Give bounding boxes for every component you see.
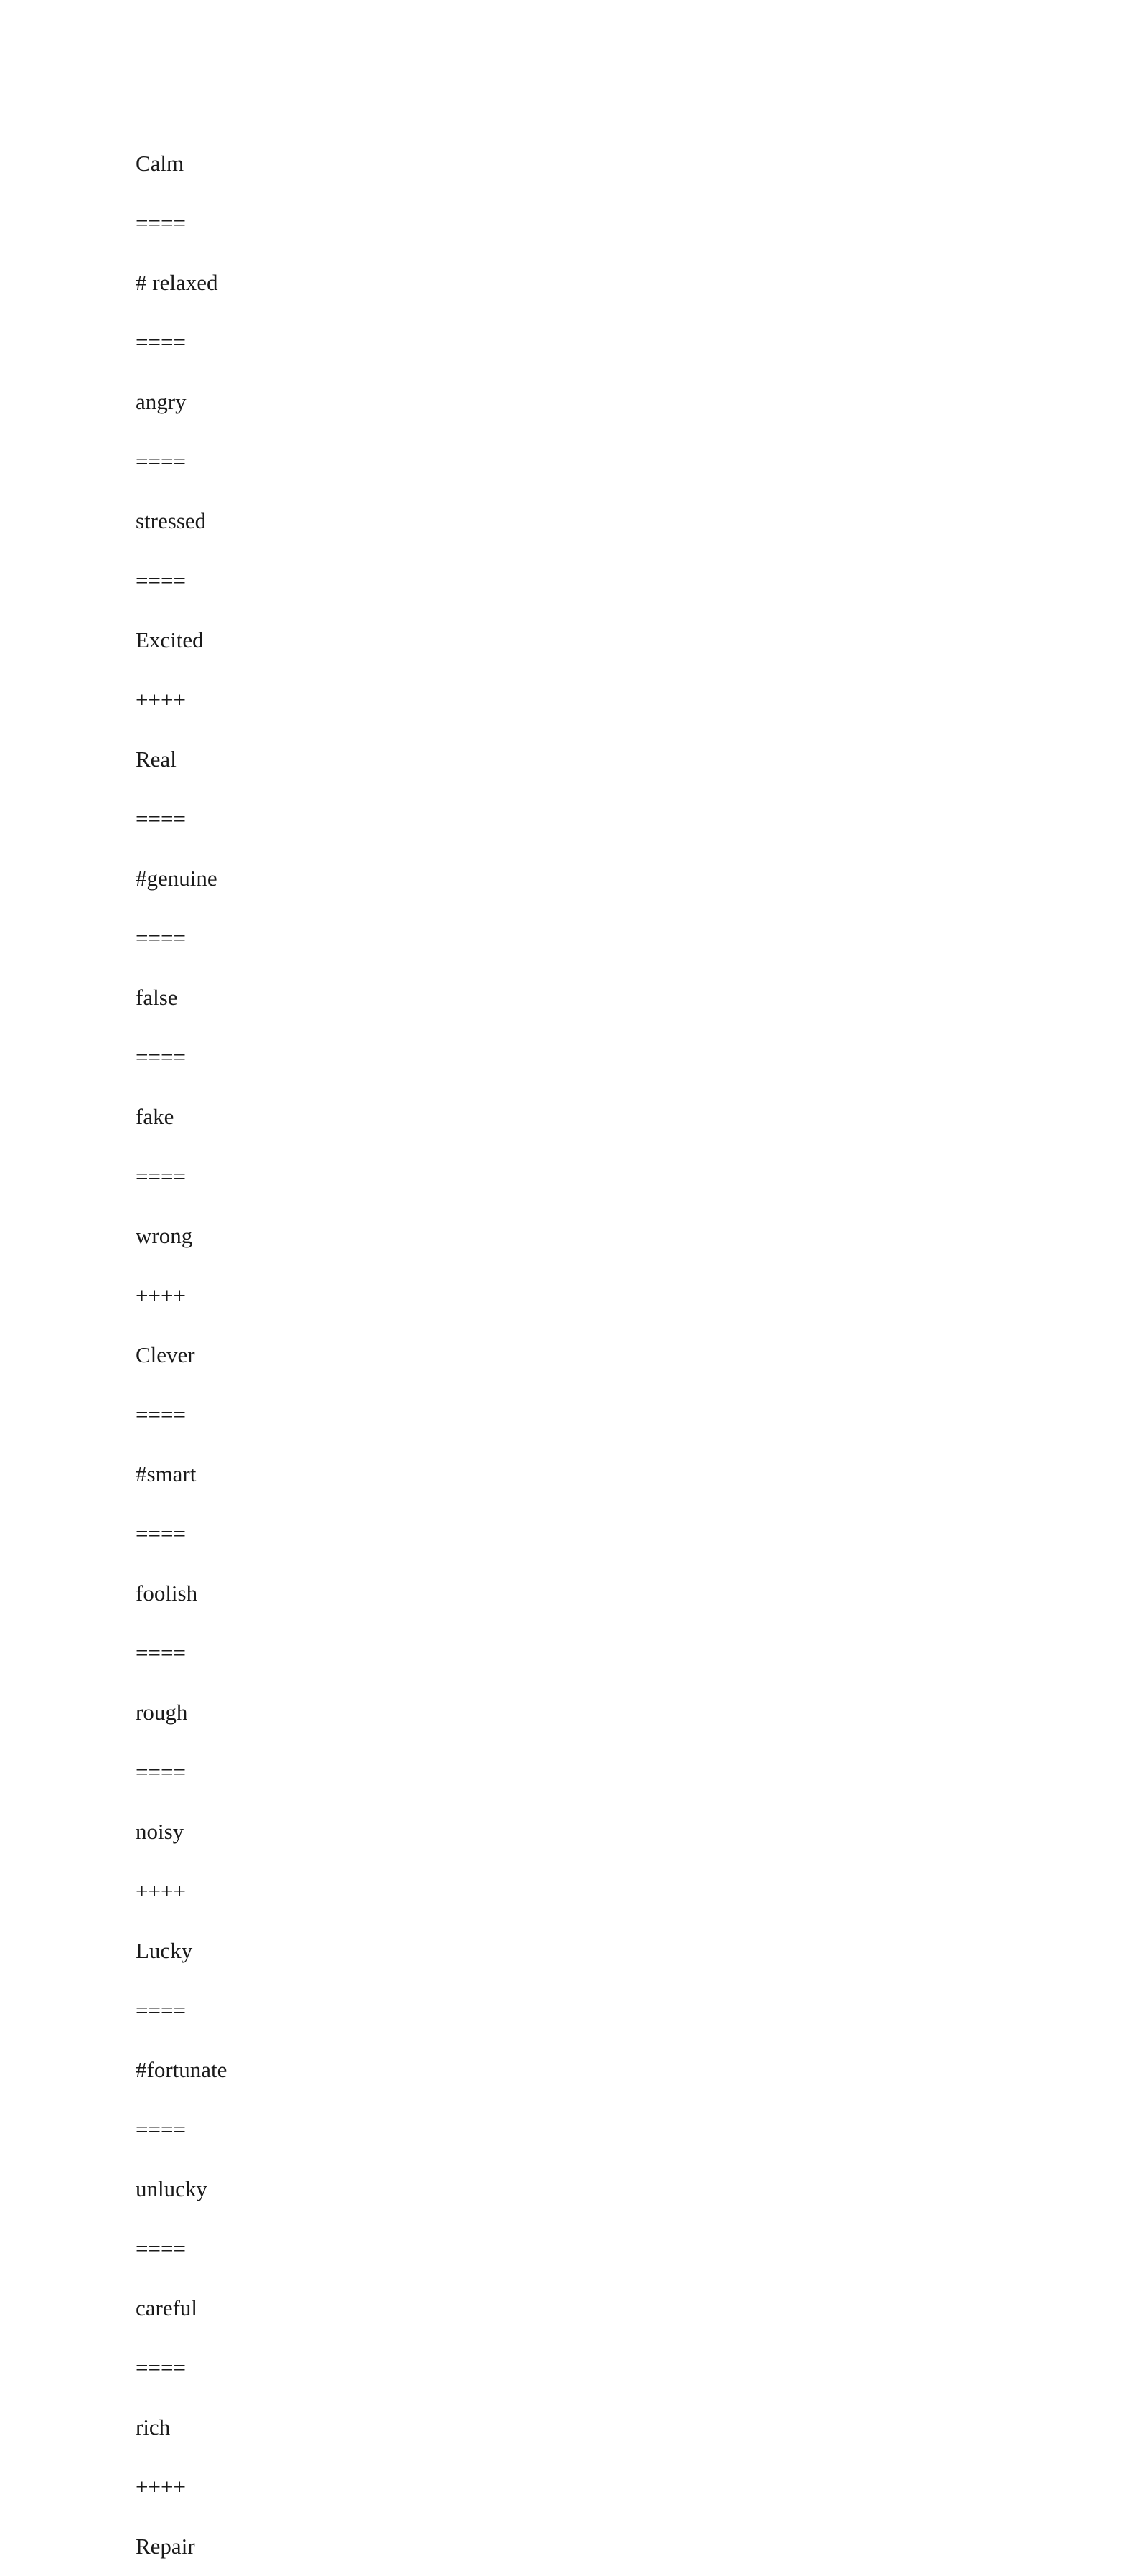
text-line-1: Calm (136, 151, 184, 176)
text-line-40: ++++ (136, 2474, 186, 2499)
text-line-32: ==== (136, 1997, 186, 2023)
text-line-19: wrong (136, 1223, 193, 1248)
text-line-10: ++++ (136, 687, 186, 712)
text-line-21: Clever (136, 1342, 195, 1367)
text-line-7: stressed (136, 508, 207, 533)
text-line-15: false (136, 985, 178, 1010)
text-line-33: #fortunate (136, 2057, 227, 2082)
text-line-24: ==== (136, 1521, 186, 1546)
text-line-20: ++++ (136, 1283, 186, 1308)
text-line-9: Excited (136, 627, 204, 652)
text-line-6: ==== (136, 449, 186, 474)
text-line-35: unlucky (136, 2176, 207, 2201)
text-line-34: ==== (136, 2117, 186, 2142)
text-line-11: Real (136, 746, 177, 772)
text-line-8: ==== (136, 568, 186, 593)
text-line-18: ==== (136, 1163, 186, 1189)
text-line-37: careful (136, 2295, 198, 2320)
text-line-5: angry (136, 389, 187, 414)
text-line-17: fake (136, 1104, 174, 1129)
text-line-2: ==== (136, 210, 186, 235)
text-line-12: ==== (136, 806, 186, 831)
text-line-38: ==== (136, 2355, 186, 2380)
text-line-31: Lucky (136, 1938, 193, 1963)
text-line-41: Repair (136, 2534, 195, 2559)
text-line-39: rich (136, 2415, 171, 2440)
text-line-16: ==== (136, 1044, 186, 1069)
text-line-23: #smart (136, 1461, 197, 1486)
text-line-36: ==== (136, 2236, 186, 2261)
text-line-25: foolish (136, 1580, 198, 1606)
text-line-26: ==== (136, 1640, 186, 1665)
text-line-13: #genuine (136, 866, 217, 891)
text-line-3: # relaxed (136, 270, 218, 295)
word-list (136, 134, 227, 2576)
text-line-4: ==== (136, 329, 186, 355)
text-line-30: ++++ (136, 1878, 186, 1903)
text-line-27: rough (136, 1700, 188, 1725)
text-line-14: ==== (136, 925, 186, 950)
text-line-28: ==== (136, 1759, 186, 1784)
text-line-29: noisy (136, 1819, 184, 1844)
text-line-22: ==== (136, 1402, 186, 1427)
